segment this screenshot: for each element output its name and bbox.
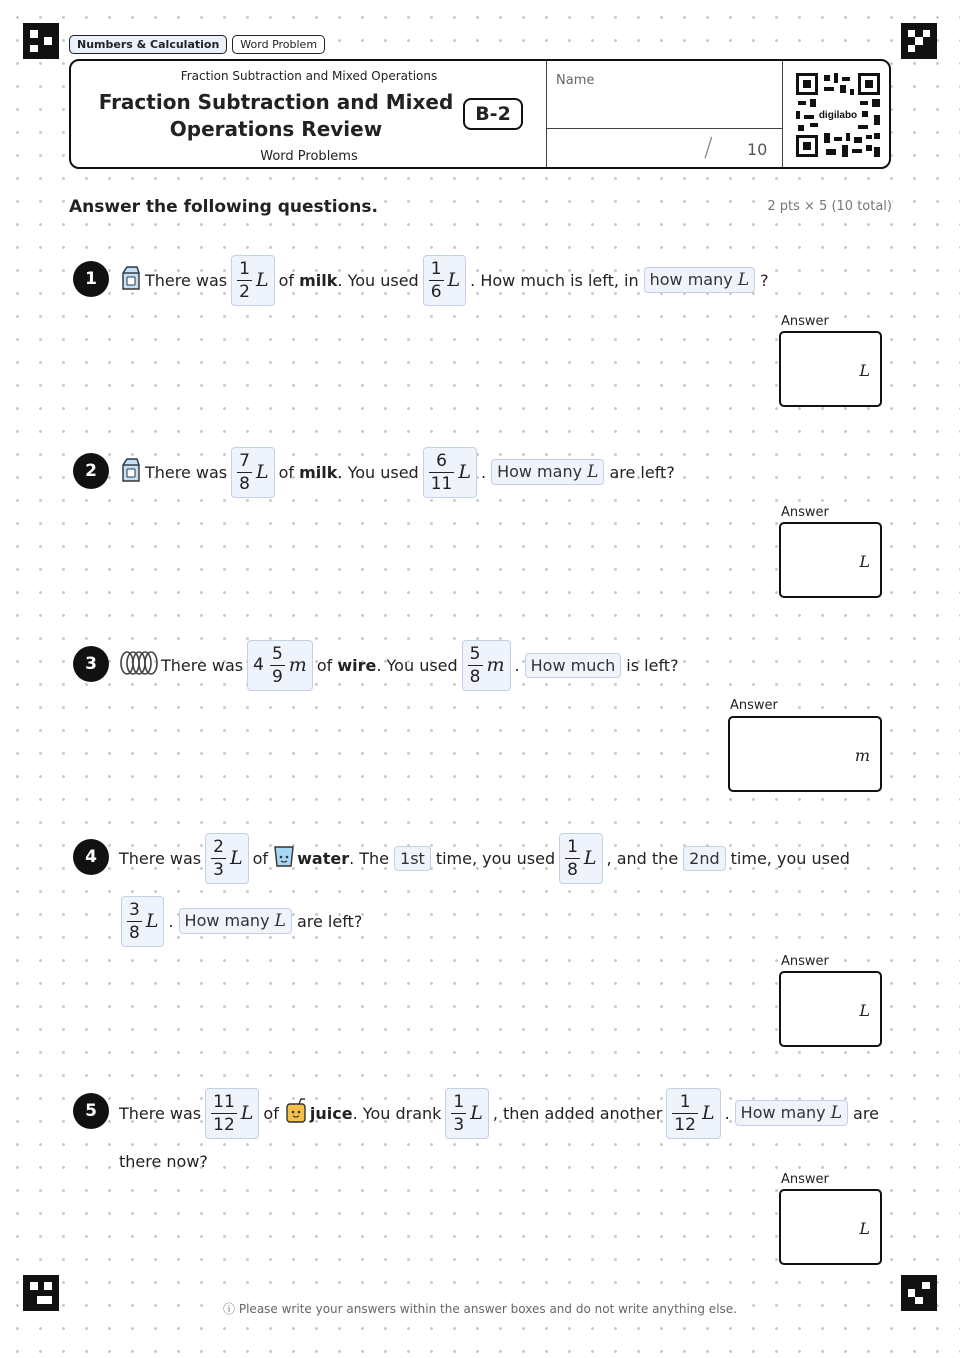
- question-number-1: 1: [73, 261, 109, 297]
- q1-highlight-text: how many: [649, 270, 733, 289]
- answer-label-1: Answer: [781, 314, 829, 329]
- q4-f1-numerator: 2: [213, 836, 224, 857]
- q1-highlight: [644, 267, 756, 293]
- qr-code-icon: [796, 73, 880, 157]
- question-number-3: 3: [73, 646, 109, 682]
- q5-text-3: . You drank: [352, 1103, 442, 1123]
- q2-f2-unit: L: [458, 461, 471, 483]
- q5-f2-numerator: 1: [453, 1091, 465, 1112]
- q1-fraction-2: [423, 255, 466, 306]
- q3-f2-denominator: 8: [469, 666, 481, 687]
- q4-text-8: are left?: [296, 911, 363, 931]
- corner-marker-top-right: [901, 23, 937, 59]
- q1-f2-numerator: 1: [430, 258, 442, 279]
- question-number-5: 5: [73, 1093, 109, 1129]
- q1-text-4: . How much is left, in: [470, 270, 639, 290]
- q4-text-5: , and the: [606, 848, 679, 868]
- q3-f2-unit: m: [486, 654, 505, 676]
- worksheet-header: [69, 59, 891, 169]
- q5-f1-unit: L: [240, 1102, 254, 1124]
- q2-f1-denominator: 8: [239, 473, 250, 494]
- q1-text-5: ?: [760, 270, 769, 290]
- q2-f1-unit: L: [255, 461, 269, 483]
- answer-label-3: Answer: [730, 698, 778, 713]
- q3-f1-numerator: 5: [271, 643, 283, 664]
- q4-f2-unit: L: [583, 847, 597, 869]
- score-slash: /: [704, 133, 713, 163]
- question-5-text-line-2: [119, 1150, 208, 1172]
- q4-fraction-1: [205, 833, 248, 884]
- q3-fraction-2: [462, 640, 511, 691]
- q5-fraction-1: [205, 1088, 259, 1139]
- q4-fraction-2: [559, 833, 602, 884]
- q2-highlight: [491, 459, 604, 485]
- points-info: 2 pts × 5 (10 total): [767, 199, 892, 214]
- qr-code-panel: [782, 61, 891, 169]
- q4-text-7: .: [168, 911, 174, 931]
- q1-item: milk: [299, 270, 338, 290]
- answer-unit-5: L: [859, 1219, 870, 1238]
- q4-text-1: There was: [119, 848, 202, 868]
- answer-box-2[interactable]: [779, 522, 882, 598]
- q1-f2-unit: L: [447, 269, 461, 291]
- instructions: Answer the following questions.: [69, 197, 381, 217]
- q2-fraction-2: [423, 447, 477, 498]
- q4-highlight: [179, 908, 292, 934]
- q4-f2-numerator: 1: [567, 836, 578, 857]
- q3-item: wire: [337, 655, 377, 675]
- answer-unit-4: L: [859, 1001, 870, 1020]
- q5-text-1: There was: [119, 1103, 202, 1123]
- q1-text-2: of: [278, 270, 295, 290]
- question-number-2: 2: [73, 453, 109, 489]
- q3-fraction-1: [247, 640, 313, 691]
- q2-highlight-unit: L: [587, 462, 599, 482]
- tag-type: Word Problem: [232, 35, 325, 54]
- milk-carton-icon: [119, 457, 143, 487]
- score-total: 10: [747, 140, 768, 159]
- answer-box-1[interactable]: [779, 331, 882, 407]
- q2-text-2: of: [278, 462, 295, 482]
- q2-f2-denominator: 11: [430, 473, 453, 494]
- answer-label-2: Answer: [781, 505, 829, 520]
- q5-text-6: are: [853, 1103, 879, 1123]
- answer-label-4: Answer: [781, 954, 829, 969]
- q4-text-4: time, you used: [435, 848, 556, 868]
- q2-text-5: are left?: [609, 462, 675, 482]
- q2-highlight-text: How many: [497, 462, 583, 481]
- header-caption: Word Problems: [260, 149, 358, 164]
- q3-text-3: . You used: [376, 655, 458, 675]
- q5-highlight-text: How many: [740, 1103, 826, 1122]
- q5-highlight-unit: L: [830, 1103, 843, 1123]
- name-field[interactable]: [546, 61, 782, 129]
- answer-unit-1: L: [859, 361, 870, 380]
- q2-text-4: .: [480, 462, 487, 482]
- q1-f1-unit: L: [255, 269, 269, 291]
- q2-f1-numerator: 7: [239, 450, 250, 471]
- q4-item: water: [297, 848, 350, 868]
- q5-f2-denominator: 3: [453, 1114, 465, 1135]
- q4-text-6: time, you used: [730, 848, 850, 868]
- q5-text-7: there now?: [119, 1151, 208, 1171]
- category-tags: [69, 35, 325, 54]
- q4-f2-denominator: 8: [567, 859, 578, 880]
- answer-box-3[interactable]: [728, 716, 882, 792]
- q1-f2-denominator: 6: [430, 281, 442, 302]
- answer-unit-2: L: [859, 552, 870, 571]
- question-3-text: [119, 636, 679, 694]
- wire-coil-icon: [119, 650, 159, 680]
- answer-unit-3: m: [854, 746, 870, 765]
- footer-note: [0, 1300, 960, 1317]
- q5-f3-denominator: 12: [674, 1114, 696, 1135]
- answer-box-4[interactable]: [779, 971, 882, 1047]
- q3-f1-unit: m: [288, 654, 307, 676]
- q4-fraction-3: [121, 896, 164, 947]
- q4-text-2: of: [252, 848, 269, 868]
- qr-label: digilabo: [818, 110, 858, 121]
- q1-highlight-unit: L: [737, 270, 750, 290]
- q5-f3-unit: L: [701, 1102, 715, 1124]
- question-2-text: [119, 443, 675, 501]
- q4-f3-numerator: 3: [129, 899, 140, 920]
- score-field[interactable]: [546, 129, 782, 169]
- tag-category: Numbers & Calculation: [69, 35, 227, 54]
- question-4-text-line-2: [117, 892, 362, 950]
- q5-fraction-3: [666, 1088, 720, 1139]
- q1-f1-denominator: 2: [239, 281, 250, 302]
- q3-text-5: is left?: [626, 655, 679, 675]
- q1-f1-numerator: 1: [239, 258, 250, 279]
- q4-highlight-text: How many: [184, 911, 270, 930]
- q5-highlight: [735, 1100, 848, 1126]
- q4-highlight-1st: 1st: [394, 846, 431, 871]
- q1-text-3: . You used: [337, 270, 419, 290]
- q2-text-1: There was: [145, 462, 228, 482]
- q4-f3-unit: L: [145, 910, 159, 932]
- q3-text-1: There was: [161, 655, 244, 675]
- q5-text-4: , then added another: [492, 1103, 663, 1123]
- q5-f1-denominator: 12: [213, 1114, 235, 1135]
- q2-text-3: . You used: [337, 462, 419, 482]
- q3-f1-whole: 4: [253, 655, 264, 675]
- q2-fraction-1: [231, 447, 274, 498]
- q4-f3-denominator: 8: [129, 922, 140, 943]
- q3-f2-numerator: 5: [469, 643, 481, 664]
- page-title: Fraction Subtraction and Mixed Operations Review: [98, 90, 454, 141]
- q3-highlight: How much: [525, 653, 622, 678]
- info-icon: ⓘ: [223, 1302, 236, 1316]
- q5-item: juice: [309, 1103, 353, 1123]
- q4-text-3: . The: [349, 848, 390, 868]
- q2-item: milk: [299, 462, 338, 482]
- q5-text-5: .: [724, 1103, 730, 1123]
- footer-text: Please write your answers within the answer boxes and do not write anything else.: [238, 1302, 737, 1316]
- q3-text-4: .: [514, 655, 520, 675]
- milk-carton-icon: [119, 265, 143, 295]
- answer-label-5: Answer: [781, 1172, 829, 1187]
- question-number-4: 4: [73, 839, 109, 875]
- worksheet-code: B-2: [463, 98, 523, 130]
- question-5-text-line-1: [119, 1084, 879, 1142]
- name-label: Name: [556, 73, 595, 88]
- q4-highlight-2nd: 2nd: [683, 846, 725, 871]
- header-subtitle: Fraction Subtraction and Mixed Operations: [180, 69, 438, 83]
- question-4-text-line-1: [119, 829, 850, 887]
- q1-fraction-1: [231, 255, 274, 306]
- question-1-text: [119, 252, 769, 308]
- q5-f3-numerator: 1: [679, 1091, 691, 1112]
- corner-marker-top-left: [23, 23, 59, 59]
- q5-f2-unit: L: [470, 1102, 483, 1124]
- q5-fraction-2: [445, 1088, 488, 1139]
- answer-box-5[interactable]: [779, 1189, 882, 1265]
- q1-text-1: There was: [145, 270, 228, 290]
- q3-text-2: of: [316, 655, 333, 675]
- q4-f1-unit: L: [229, 847, 243, 869]
- q5-text-2: of: [263, 1103, 279, 1123]
- q5-f1-numerator: 11: [213, 1091, 235, 1112]
- q4-f1-denominator: 3: [213, 859, 224, 880]
- juice-box-icon: [284, 1098, 308, 1128]
- q2-f2-numerator: 6: [436, 450, 447, 471]
- q3-f1-denominator: 9: [271, 666, 283, 687]
- water-glass-icon: [273, 844, 295, 872]
- q4-highlight-unit: L: [274, 911, 286, 931]
